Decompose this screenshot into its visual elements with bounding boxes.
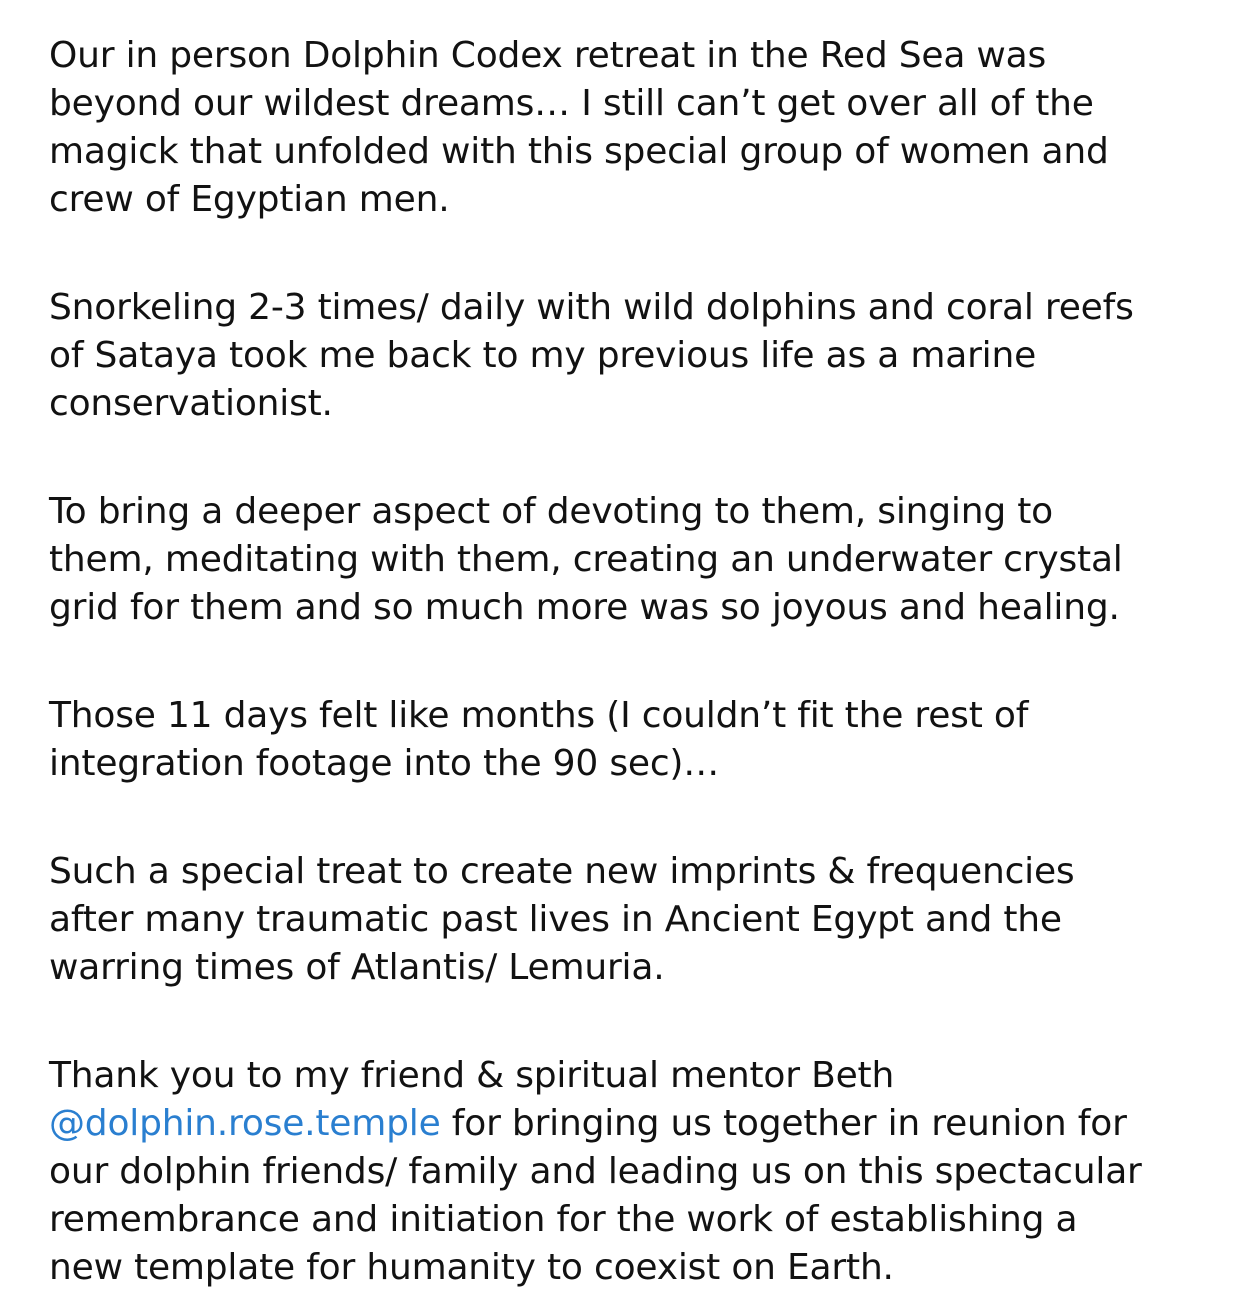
caption-line: beyond our wildest dreams… I still can’t get over all of the xyxy=(49,83,1094,124)
caption-line: new template for humanity to coexist on Earth. xyxy=(49,1247,894,1288)
caption-line-with-mention xyxy=(49,1100,1244,1148)
caption-paragraph-3 xyxy=(49,488,1244,632)
caption-text: for bringing us together in reunion for xyxy=(440,1103,1127,1144)
caption-line: them, meditating with them, creating an underwater crystal xyxy=(49,539,1123,580)
caption-paragraph-4 xyxy=(49,692,1244,788)
caption-line: Snorkeling 2-3 times/ daily with wild dolphins and coral reefs xyxy=(49,287,1134,328)
caption-paragraph-2 xyxy=(49,284,1244,428)
caption-line: warring times of Atlantis/ Lemuria. xyxy=(49,947,665,988)
caption-line: Thank you to my friend & spiritual mentor Beth xyxy=(49,1055,895,1096)
caption-line: after many traumatic past lives in Ancient Egypt and the xyxy=(49,899,1062,940)
mention-link[interactable]: @dolphin.rose.temple xyxy=(49,1103,441,1144)
caption-line: conservationist. xyxy=(49,383,333,424)
caption-line: crew of Egyptian men. xyxy=(49,179,450,220)
caption-line: integration footage into the 90 sec)… xyxy=(49,743,720,784)
caption-line: magick that unfolded with this special group of women and xyxy=(49,131,1109,172)
caption-line: our dolphin friends/ family and leading us on this spectacular xyxy=(49,1151,1142,1192)
caption-line: Such a special treat to create new imprints & frequencies xyxy=(49,851,1075,892)
caption-line: To bring a deeper aspect of devoting to them, singing to xyxy=(49,491,1053,532)
caption-line: Those 11 days felt like months (I couldn’t fit the rest of xyxy=(49,695,1029,736)
caption-line: of Sataya took me back to my previous life as a marine xyxy=(49,335,1037,376)
caption-line: remembrance and initiation for the work of establishing a xyxy=(49,1199,1078,1240)
post-caption xyxy=(49,32,1244,1292)
caption-paragraph-6 xyxy=(49,1052,1244,1292)
caption-paragraph-1 xyxy=(49,32,1244,224)
caption-line: Our in person Dolphin Codex retreat in the Red Sea was xyxy=(49,35,1047,76)
caption-line: grid for them and so much more was so joyous and healing. xyxy=(49,587,1120,628)
caption-paragraph-5 xyxy=(49,848,1244,992)
